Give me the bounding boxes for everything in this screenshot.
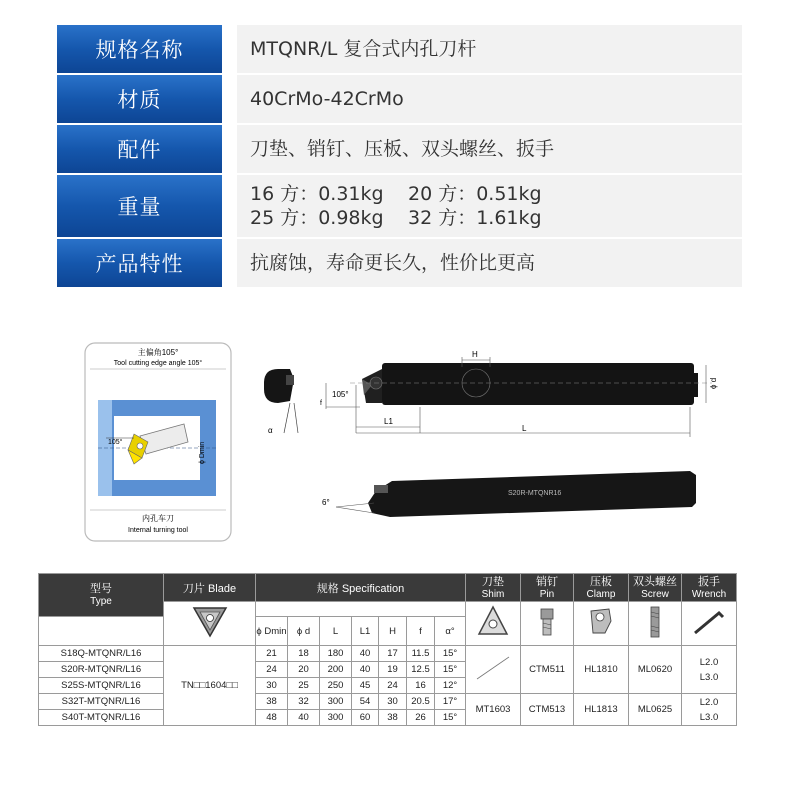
type-cell: S32T-MTQNR/L16	[39, 694, 164, 710]
spec-value	[237, 75, 742, 123]
spec-value-text: MTQNR/L 复合式内孔刀杆	[250, 38, 477, 60]
angle-6: 6°	[322, 498, 330, 507]
spec-row-accessories	[57, 125, 742, 173]
table-row: S20R-MTQNR/L16 24 20 200 40 19 12.5 15°	[39, 662, 737, 678]
weight-item: 32 方：1.61kg	[408, 207, 542, 229]
top-view	[320, 350, 718, 437]
clamp-icon	[574, 602, 629, 646]
col-dmin: ϕ Dmin	[256, 617, 288, 646]
col-f: f	[407, 617, 435, 646]
screw-cell: ML0620	[629, 646, 682, 694]
spec-value	[237, 175, 742, 237]
clamp-cell: HL1813	[574, 694, 629, 726]
table-row: S32T-MTQNR/L16 38 32 300 54 30 20.5 17° MT1603 CTM513 HL1813 ML0625 L2.0 L3.0	[39, 694, 737, 710]
type-spacer	[39, 617, 164, 646]
shim-cell-empty	[466, 646, 521, 694]
holder-marking: S20R-MTQNR16	[508, 490, 562, 497]
dim-h: H	[472, 350, 478, 359]
dim-l: L	[522, 424, 527, 433]
shim-cell: MT1603	[466, 694, 521, 726]
clamp-cell: HL1810	[574, 646, 629, 694]
type-header: 型号 Type	[39, 574, 164, 617]
col-h: H	[379, 617, 407, 646]
table-row: S18Q-MTQNR/L16 TN□□1604□□ 21 18 180 40 17 11.5 15° CTM511 HL1810 ML0620 L2.0 L3.0	[39, 646, 737, 662]
spec-label: 规格名称	[57, 25, 222, 73]
spec-row-weight	[57, 175, 742, 237]
spec-row-material	[57, 75, 742, 123]
spec-value-text: 刀垫、销钉、压板、双头螺丝、扳手	[250, 138, 555, 160]
spec-header: 规格 Specification	[256, 574, 466, 602]
dim-d: ϕ d	[709, 377, 718, 389]
wrench-cell: L2.0 L3.0	[682, 646, 737, 694]
blade-insert-icon	[164, 602, 256, 646]
angle-title-en: Tool cutting edge angle 105°	[113, 360, 203, 367]
pin-cell: CTM511	[521, 646, 574, 694]
spec-row-features	[57, 239, 742, 287]
dim-f: f	[320, 400, 322, 407]
wrench-header: 扳手 Wrench	[682, 574, 737, 602]
pin-header: 销钉 Pin	[521, 574, 574, 602]
alpha-label: α	[268, 426, 273, 435]
angle-105: 105°	[332, 390, 349, 399]
cutting-angle-diagram	[84, 342, 232, 542]
spec-value-text: 40CrMo-42CrMo	[250, 88, 404, 110]
screw-cell: ML0625	[629, 694, 682, 726]
col-l1: L1	[352, 617, 379, 646]
shim-header: 刀垫 Shim	[466, 574, 521, 602]
angle-title-zh: 主偏角105°	[137, 348, 179, 357]
spec-table	[38, 573, 737, 726]
weight-line	[250, 206, 742, 230]
col-d: ϕ d	[288, 617, 320, 646]
table-row: S25S-MTQNR/L16 30 25 250 45 24 16 12°	[39, 678, 737, 694]
blade-cell: TN□□1604□□	[164, 646, 256, 726]
spec-value	[237, 25, 742, 73]
spec-value	[237, 239, 742, 287]
weight-item: 16 方：0.31kg	[250, 183, 384, 205]
type-cell: S40T-MTQNR/L16	[39, 710, 164, 726]
clamp-header: 压板 Clamp	[574, 574, 629, 602]
end-view	[264, 369, 298, 435]
spec-row-name	[57, 25, 742, 73]
tool-name-zh: 内孔车刀	[142, 514, 174, 523]
angle-label: 105°	[108, 439, 123, 446]
screw-icon	[629, 602, 682, 646]
type-cell: S25S-MTQNR/L16	[39, 678, 164, 694]
dmin-label: ϕ Dmin	[199, 441, 206, 464]
weight-line	[250, 182, 742, 206]
weight-item: 25 方：0.98kg	[250, 207, 384, 229]
spec-value	[237, 125, 742, 173]
wrench-icon	[682, 602, 737, 646]
tool-name-en: Internal turning tool	[128, 527, 188, 534]
pin-icon	[521, 602, 574, 646]
spec-label: 配件	[57, 125, 222, 173]
blade-header: 刀片 Blade	[164, 574, 256, 602]
wrench-cell: L2.0 L3.0	[682, 694, 737, 726]
dim-l1: L1	[384, 417, 393, 426]
table-row: S40T-MTQNR/L16 48 40 300 60 38 26 15°	[39, 710, 737, 726]
weight-item: 20 方：0.51kg	[408, 183, 542, 205]
spec-label: 重量	[57, 175, 222, 237]
type-cell: S20R-MTQNR/L16	[39, 662, 164, 678]
tool-holder-drawing	[250, 345, 720, 550]
spec-label: 材质	[57, 75, 222, 123]
shim-icon	[466, 602, 521, 646]
screw-header: 双头螺丝 Screw	[629, 574, 682, 602]
pin-cell: CTM513	[521, 694, 574, 726]
spec-label: 产品特性	[57, 239, 222, 287]
col-l: L	[320, 617, 352, 646]
col-alpha: α°	[435, 617, 466, 646]
spec-value-text: 抗腐蚀，寿命更长久，性价比更高	[250, 252, 536, 274]
side-view	[322, 471, 696, 517]
type-cell: S18Q-MTQNR/L16	[39, 646, 164, 662]
